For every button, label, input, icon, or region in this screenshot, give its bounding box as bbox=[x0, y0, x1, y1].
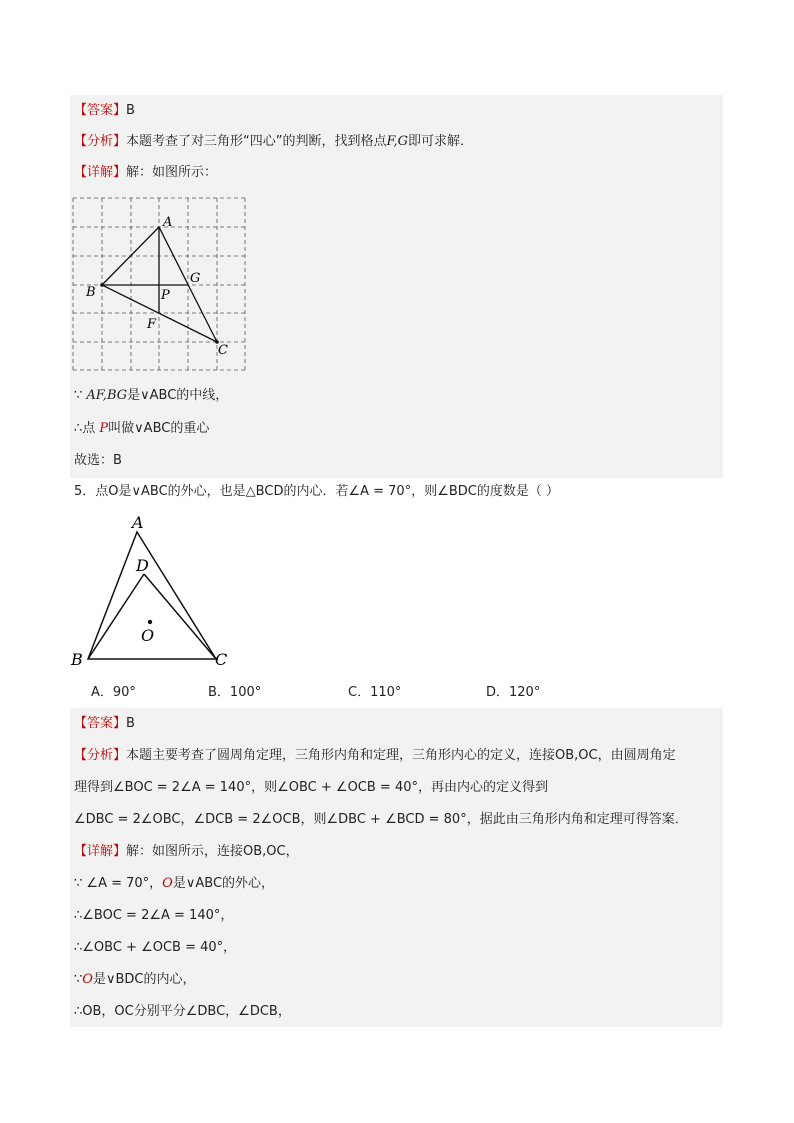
label-c: C bbox=[215, 650, 228, 669]
option-a: A．90° bbox=[91, 685, 136, 700]
label-o: O bbox=[141, 626, 155, 645]
analysis-text-end: 即可求解． bbox=[408, 134, 474, 149]
detail-label: 【详解】 bbox=[74, 844, 127, 859]
analysis-text: ∠DBC = 2∠OBC，∠DCB = 2∠OCB，则∠DBC + ∠BCD = 80°，据此由三角形内角和定理可得答案． bbox=[74, 812, 688, 827]
label-a: A bbox=[132, 513, 144, 532]
triangle-figure-q5 bbox=[70, 512, 240, 672]
option-c: C．110° bbox=[348, 685, 402, 700]
label-c: C bbox=[218, 343, 228, 358]
analysis-math: F,G bbox=[386, 134, 409, 149]
step-text: 是∨BDC的内心， bbox=[92, 972, 196, 987]
answer-label: 【答案】 bbox=[74, 103, 127, 118]
detail-step-2 bbox=[74, 905, 233, 927]
detail-step-1 bbox=[74, 873, 274, 895]
label-p: P bbox=[161, 288, 170, 303]
analysis-text: 本题主要考查了圆周角定理，三角形内角和定理，三角形内心的定义，连接OB,OC，由圆周角定 bbox=[126, 748, 676, 763]
question-text: 5．点O是∨ABC的外心，也是△BCD的内心．若∠A = 70°，则∠BDC的度数是（ ） bbox=[74, 484, 559, 499]
option-b: B．100° bbox=[208, 685, 262, 700]
step-text: ∴∠OBC + ∠OCB = 40°， bbox=[74, 940, 237, 955]
label-g: G bbox=[190, 271, 201, 286]
point-b-dot bbox=[100, 283, 104, 287]
question-5-stem bbox=[74, 481, 559, 503]
answer-label: 【答案】 bbox=[74, 716, 127, 731]
step-text: ∠A = 70°， bbox=[86, 876, 163, 891]
answer-value: B bbox=[126, 716, 135, 731]
point-o: O bbox=[162, 876, 173, 891]
answer-line bbox=[74, 100, 135, 122]
point-o: O bbox=[82, 972, 93, 987]
grid-triangle-figure bbox=[70, 195, 250, 375]
choice-line bbox=[74, 450, 122, 472]
analysis-text: 本题考查了对三角形“四心”的判断，找到格点 bbox=[126, 134, 387, 149]
point-o-dot bbox=[148, 620, 152, 624]
label-a: A bbox=[163, 215, 173, 230]
analysis-line-1 bbox=[74, 745, 676, 767]
analysis-label: 【分析】 bbox=[74, 748, 127, 763]
label-b: B bbox=[71, 650, 83, 669]
option-d: D．120° bbox=[486, 685, 541, 700]
label-d: D bbox=[136, 556, 149, 575]
label-f: F bbox=[147, 317, 157, 332]
detail-line bbox=[74, 841, 299, 863]
because-symbol: ∵ bbox=[74, 972, 83, 987]
because-symbol: ∵ bbox=[74, 388, 83, 403]
detail-step-5 bbox=[74, 1001, 291, 1023]
step-text: ∴∠BOC = 2∠A = 140°， bbox=[74, 908, 234, 923]
therefore-text: ∴点 bbox=[74, 421, 96, 436]
answer-value: B bbox=[126, 103, 135, 118]
reason-math: AF,BG bbox=[86, 388, 128, 403]
analysis-line-3 bbox=[74, 809, 688, 831]
analysis-line bbox=[74, 131, 473, 153]
reason-line-2 bbox=[74, 418, 209, 440]
point-p: P bbox=[99, 421, 109, 436]
answer-line bbox=[74, 713, 135, 735]
analysis-line-2 bbox=[74, 777, 548, 799]
detail-step-3 bbox=[74, 937, 236, 959]
detail-text: 解：如图所示，连接OB,OC， bbox=[126, 844, 299, 859]
reason-text: 叫做∨ABC的重心 bbox=[108, 421, 210, 436]
analysis-label: 【分析】 bbox=[74, 134, 127, 149]
detail-label: 【详解】 bbox=[74, 165, 127, 180]
step-text: 是∨ABC的外心， bbox=[172, 876, 275, 891]
because-symbol: ∵ bbox=[74, 876, 83, 891]
detail-text: 解：如图所示： bbox=[126, 165, 218, 180]
analysis-text: 理得到∠BOC = 2∠A = 140°，则∠OBC + ∠OCB = 40°，再由内心的定义得到 bbox=[74, 780, 548, 795]
detail-line bbox=[74, 162, 217, 184]
step-text: ∴OB，OC分别平分∠DBC，∠DCB， bbox=[74, 1004, 291, 1019]
label-b: B bbox=[86, 285, 96, 300]
choice-text: 故选：B bbox=[74, 453, 122, 468]
reason-text: 是∨ABC的中线， bbox=[127, 388, 229, 403]
detail-step-4 bbox=[74, 969, 195, 991]
reason-line-1 bbox=[74, 385, 228, 407]
